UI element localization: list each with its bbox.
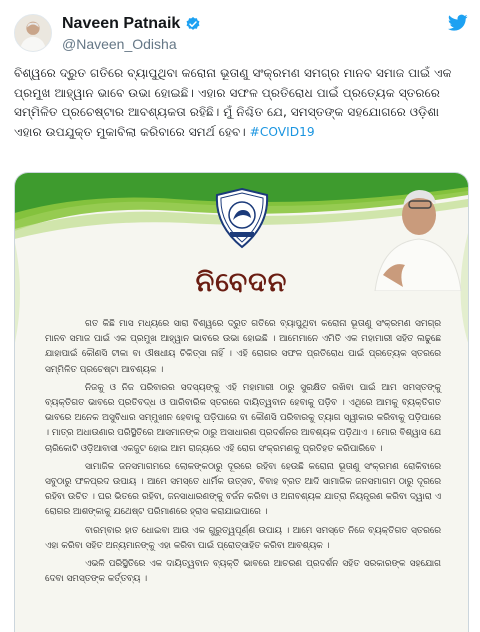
notice-paragraph: ନିଜକୁ ଓ ନିଜ ପରିବାରର ସଦସ୍ୟଙ୍କୁ ଏହି ମହାମାରୀ ଠାରୁ ସୁରକ୍ଷିତ ରଖିବା ପାଇଁ ଆମ ସମସ୍ତଙ୍କୁ ବ୍ୟକ୍ତିଗତ ଭାବରେ ପ୍ରତିବଦ୍ଧ ଓ ପାରିବାରିକ ସ୍ତରରେ ଦାୟିତ୍ୱବାନ ହେବାକୁ ପଡ଼ିବ । ଏଥିରେ ଆମକୁ ବ୍ୟକ୍ତିଗତ ଭାବରେ ଅନେକ ଅସୁବିଧାର ସମ୍ମୁଖୀନ ହେବାକୁ ପଡ଼ିପାରେ ବା କୌଣସି ପରିବାରକୁ ତ୍ୟାଗ ସ୍ୱୀକାର କରିବାକୁ ପଡ଼ିପାରେ । ମାତ୍ର ଅଧାଉଣାର ପରିସ୍ଥିତିରେ ଆସମାନଙ୍କ ଠାରୁ ଅସାଧାରଣ ପ୍ରଦର୍ଶନର ଆବଶ୍ୟକ ପଡ଼ିଥାଏ । ମୋର ବିଶ୍ୱାସ ଯେ ଚାରିକୋଟି ଓଡ଼ିଆବାସୀ ଏକଜୁଟ ହୋଇ ଆମ ରାଜ୍ୟରେ ଏହି ରୋଗ ସଂକ୍ରମଣକୁ ପ୍ରତିହତ କରିପାରିବେ । bbox=[45, 382, 441, 454]
user-handle[interactable]: @Naveen_Odisha bbox=[62, 36, 177, 52]
avatar[interactable] bbox=[14, 14, 52, 52]
notice-paragraph: ବାରମ୍ବାର ହାତ ଧୋଇବା ଆଉ ଏକ ଗୁରୁତ୍ୱପୂର୍ଣ୍ଣ ଉପାୟ । ଆମେ ସମସ୍ତେ ନିଜେ ବ୍ୟକ୍ତିଗତ ସ୍ତରରେ ଏହା କରିବା ସହିତ ଅନ୍ୟମାନଙ୍କୁ ଏହା କରିବା ପାଇଁ ପ୍ରୋତ୍ସାହିତ କରିବା ଆବଶ୍ୟକ । bbox=[45, 525, 441, 551]
tweet-body: ବିଶ୍ୱରେ ଦ୍ରୁତ ଗତିରେ ବ୍ୟାପୁଥିବା କରୋନା ଭୂତାଣୁ ସଂକ୍ରମଣ ସମଗ୍ର ମାନବ ସମାଜ ପାଇଁ ଏକ ପ୍ରମୁଖ ଆହ୍ୱାନ ଭାବେ ଉଭା ହୋଇଛି। ଏହାର ସଫଳ ପ୍ରତିରୋଧ ପାଇଁ ପ୍ରତ୍ୟେକ ସ୍ତରରେ ସମ୍ମିଳିତ ପ୍ରଚେଷ୍ଟାର ଆବଶ୍ୟକତା ରହିଛି। ମୁଁ ନିଶ୍ଚିତ ଯେ, ସମସ୍ତଙ୍କ ସହଯୋଗରେ ଓଡ଼ିଶା ଏହାର ଉପଯୁକ୍ତ ମୁକାବିଲା କରିବାରେ ସମର୍ଥ ହେବ। bbox=[14, 66, 452, 139]
name-row bbox=[62, 15, 201, 33]
display-name[interactable]: Naveen Patnaik bbox=[62, 15, 181, 32]
verified-badge-icon bbox=[185, 16, 201, 32]
notice-title: ନିବେଦନ bbox=[195, 267, 288, 298]
notice-paragraph: ଏଭଳି ପରିସ୍ଥିତିରେ ଏକ ଦାୟିତ୍ୱବାନ ବ୍ୟକ୍ତି ଭାବରେ ଆଚରଣ ପ୍ରଦର୍ଶନ ସହିତ ସରକାରଙ୍କ ସହଯୋଗ ଦେବା ସମସ୍ତଙ୍କ କର୍ତ୍ତବ୍ୟ । bbox=[45, 559, 441, 585]
tweet-media-image[interactable] bbox=[14, 172, 469, 632]
notice-paragraph: ସାମାଜିକ ଜନସମାଗମରେ ଲୋକଙ୍କଠାରୁ ଦୂରରେ ରହିବା ହେଉଛି କରୋନା ଭୂତାଣୁ ସଂକ୍ରମଣ ରୋକିବାରେ ସବୁଠାରୁ ଫଳପ୍ରଦ ଉପାୟ । ଆମେ ସମସ୍ତେ ଧାର୍ମିକ ଉତ୍ସବ, ବିବାହ ବ୍ରତ ଆଦି ସାମାଜିକ ଜନସମାଗମ ଠାରୁ ଦୂରରେ ରହିବା ଉଚିତ । ଘର ଭିତରେ ରହିବା, ଜନସାଧାରଣଙ୍କୁ ବର୍ଜନ କରିବା ଓ ଅନାବଶ୍ୟକ ଯାତ୍ରା ନିୟନ୍ତ୍ରଣ କରିବା ଦ୍ୱାରା ଏ ରୋଗର ଆଶଙ୍କାକୁ ଯଥେଷ୍ଟ ପରିମାଣରେ ହ୍ରାସ କରାଯାଇପାରେ । bbox=[45, 461, 441, 518]
odisha-government-seal-icon bbox=[213, 187, 271, 249]
tweet-text bbox=[14, 64, 470, 142]
twitter-bird-icon[interactable] bbox=[448, 14, 468, 32]
notice-paragraph: ଗତ କିଛି ମାସ ମଧ୍ୟରେ ସାରା ବିଶ୍ୱରେ ଦ୍ରୁତ ଗତିରେ ବ୍ୟାପୁଥିବା କରୋନା ଭୂତାଣୁ ସଂକ୍ରମଣ ସମଗ୍ର ମାନବ ସମାଜ ପାଇଁ ଏକ ପ୍ରମୁଖ ଆହ୍ୱାନ ଭାବରେ ଉଭା ହୋଇଛି । ଆମେମାନେ ଏମିତି ଏକ ମହାମାରୀ ସହିତ ଲଢୁଛେ ଯାହାପାଇଁ କୌଣସି ଟୀକା ବା ଔଷଧୀୟ ଚିକିତ୍ସା ନାହିଁ । ଏହି ରୋଗର ସଫଳ ପ୍ରତିରୋଧ ପାଇଁ ପ୍ରତ୍ୟେକ ସ୍ତରରେ ସମ୍ମିଳିତ ପ୍ରଚେଷ୍ଟା ଆବଶ୍ୟକ । bbox=[45, 319, 441, 375]
tweet-header bbox=[14, 12, 470, 60]
notice-body bbox=[45, 317, 441, 590]
hashtag-link[interactable]: #COVID19 bbox=[249, 124, 315, 139]
